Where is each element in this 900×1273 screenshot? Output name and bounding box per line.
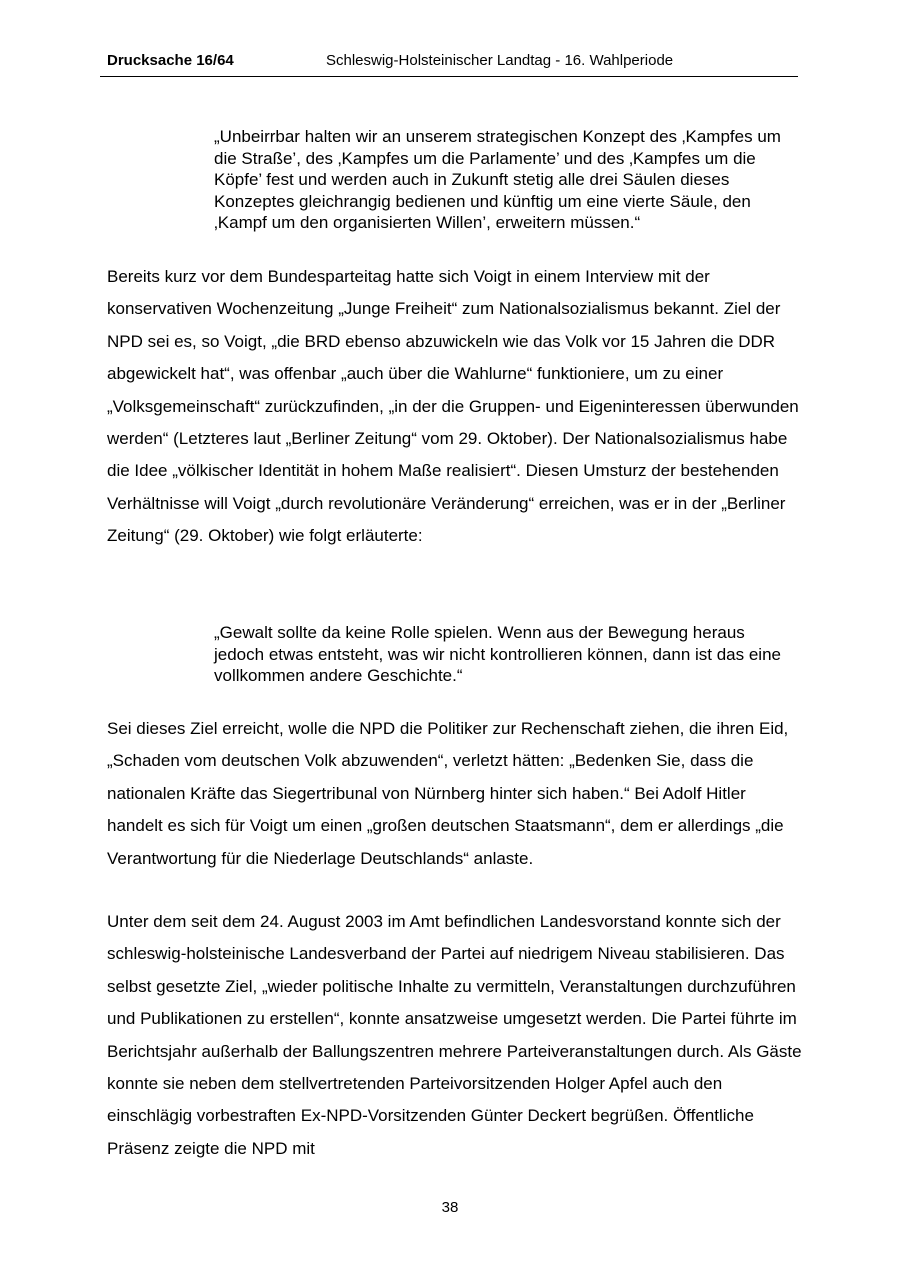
paragraph-1: Bereits kurz vor dem Bundesparteitag hatte sich Voigt in einem Interview mit der konservativen Wochenzeitung „Junge Freiheit“ zum Nationalsozialismus bekannt. Ziel der NPD sei es, so Voigt, „die BRD ebenso abzuwickeln wie das Volk vor 15 Jahren die DDR abgewickelt hat“, was offenbar „auch über die Wahlurne“ funktioniere, um zu einer „Volksgemeinschaft“ zurückzufinden, „in der die Gruppen- und Eigeninteressen überwunden werden“ (Letzteres laut „Berliner Zeitung“ vom 29. Oktober). Der Nationalsozialismus habe die Idee „völkischer Identität in hohem Maße realisiert“. Diesen Umsturz der bestehenden Verhältnisse will Voigt „durch revolutionäre Veränderung“ erreichen, was er in der „Berliner Zeitung“ (29. Oktober) wie folgt erläuterte: — [107, 267, 799, 546]
block-quote-1: „Unbeirrbar halten wir an unserem strategischen Konzept des ‚Kampfes um die Straße’, des ‚Kampfes um die Parlamente’ und des ‚Kampfes um die Köpfe’ fest und werden auch in Zukunft stetig alle drei Säulen dieses Konzeptes gleichrangig bedienen und künftig um eine vierte Säule, den ‚Kampf um den organisierten Willen’, erweitern müssen.“ — [214, 127, 781, 232]
document-number: Drucksache 16/64 — [107, 52, 234, 69]
page-number: 38 — [441, 1199, 459, 1216]
paragraph-2: Sei dieses Ziel erreicht, wolle die NPD die Politiker zur Rechenschaft ziehen, die ihren Eid, „Schaden vom deutschen Volk abzuwenden“, verletzt hätten: „Bedenken Sie, dass die nationalen Kräfte das Siegertribunal von Nürnberg hinter sich haben.“ Bei Adolf Hitler handelt es sich für Voigt um einen „großen deutschen Staatsmann“, dem er allerdings „die Verantwortung für die Niederlage Deutschlands“ anlaste. — [107, 719, 789, 868]
page-header — [100, 52, 798, 77]
header-title: Schleswig-Holsteinischer Landtag - 16. Wahlperiode — [326, 52, 674, 69]
paragraph-3: Unter dem seit dem 24. August 2003 im Amt befindlichen Landesvorstand konnte sich der schleswig-holsteinische Landesverband der Partei auf niedrigem Niveau stabilisieren. Das selbst gesetzte Ziel, „wieder politische Inhalte zu vermitteln, Veranstaltungen durchzuführen und Publikationen zu erstellen“, konnte ansatzweise umgesetzt werden. Die Partei führte im Berichtsjahr außerhalb der Ballungszentren mehrere Parteiveranstaltungen durch. Als Gäste konnte sie neben dem stellvertretenden Parteivorsitzenden Holger Apfel auch den einschlägig vorbestraften Ex-NPD-Vorsitzenden Günter Deckert begrüßen. Öffentliche Präsenz zeigte die NPD mit — [107, 912, 802, 1158]
block-quote-2: „Gewalt sollte da keine Rolle spielen. Wenn aus der Bewegung heraus jedoch etwas entsteht, was wir nicht kontrollieren können, dann ist das eine vollkommen andere Geschichte.“ — [214, 623, 781, 685]
